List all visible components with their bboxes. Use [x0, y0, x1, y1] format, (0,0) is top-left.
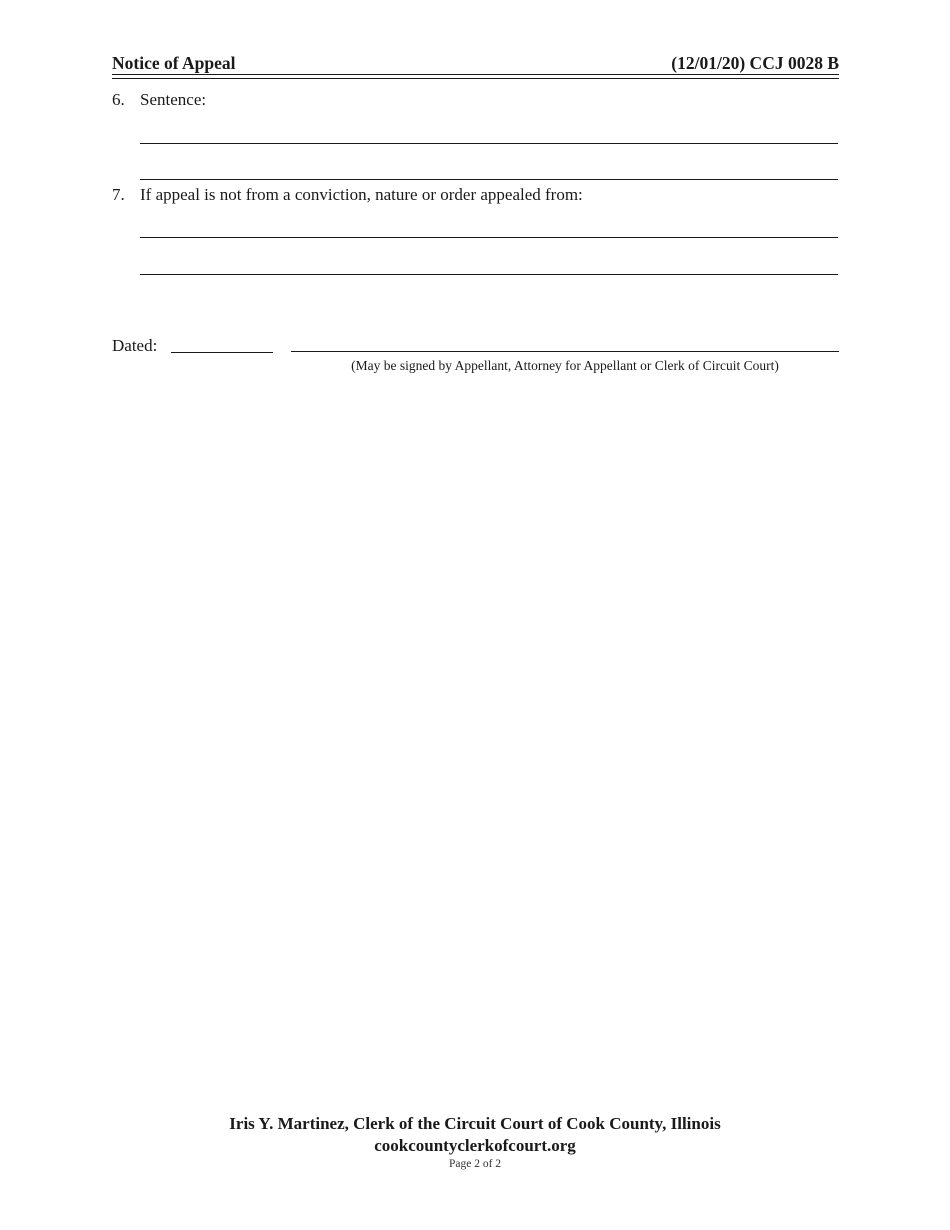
- header-rule-top: [112, 74, 839, 75]
- item-7-label: If appeal is not from a conviction, nature or order appealed from:: [140, 185, 583, 204]
- item-6-label: Sentence:: [140, 90, 207, 109]
- signature-field[interactable]: [291, 351, 839, 352]
- header-bar: [112, 52, 839, 74]
- item-7-number: 7.: [112, 185, 125, 204]
- footer-website: cookcountyclerkofcourt.org: [374, 1136, 576, 1155]
- signature-caption: (May be signed by Appellant, Attorney for Appellant or Clerk of Circuit Court): [351, 358, 779, 373]
- date-field[interactable]: [171, 352, 273, 353]
- item-6-number: 6.: [112, 90, 125, 109]
- form-code: (12/01/20) CCJ 0028 B: [671, 53, 839, 73]
- nature-order-line-2[interactable]: [140, 274, 838, 275]
- sentence-line-2[interactable]: [140, 179, 838, 180]
- page-number: Page 2 of 2: [448, 1158, 502, 1170]
- form-title: Notice of Appeal: [112, 53, 236, 73]
- header-rule-bottom: [112, 78, 839, 79]
- sentence-line-1[interactable]: [140, 143, 838, 144]
- nature-order-line-1[interactable]: [140, 237, 838, 238]
- footer-clerk-name: Iris Y. Martinez, Clerk of the Circuit Court of Cook County, Illinois: [229, 1114, 721, 1133]
- dated-label: Dated:: [112, 336, 158, 355]
